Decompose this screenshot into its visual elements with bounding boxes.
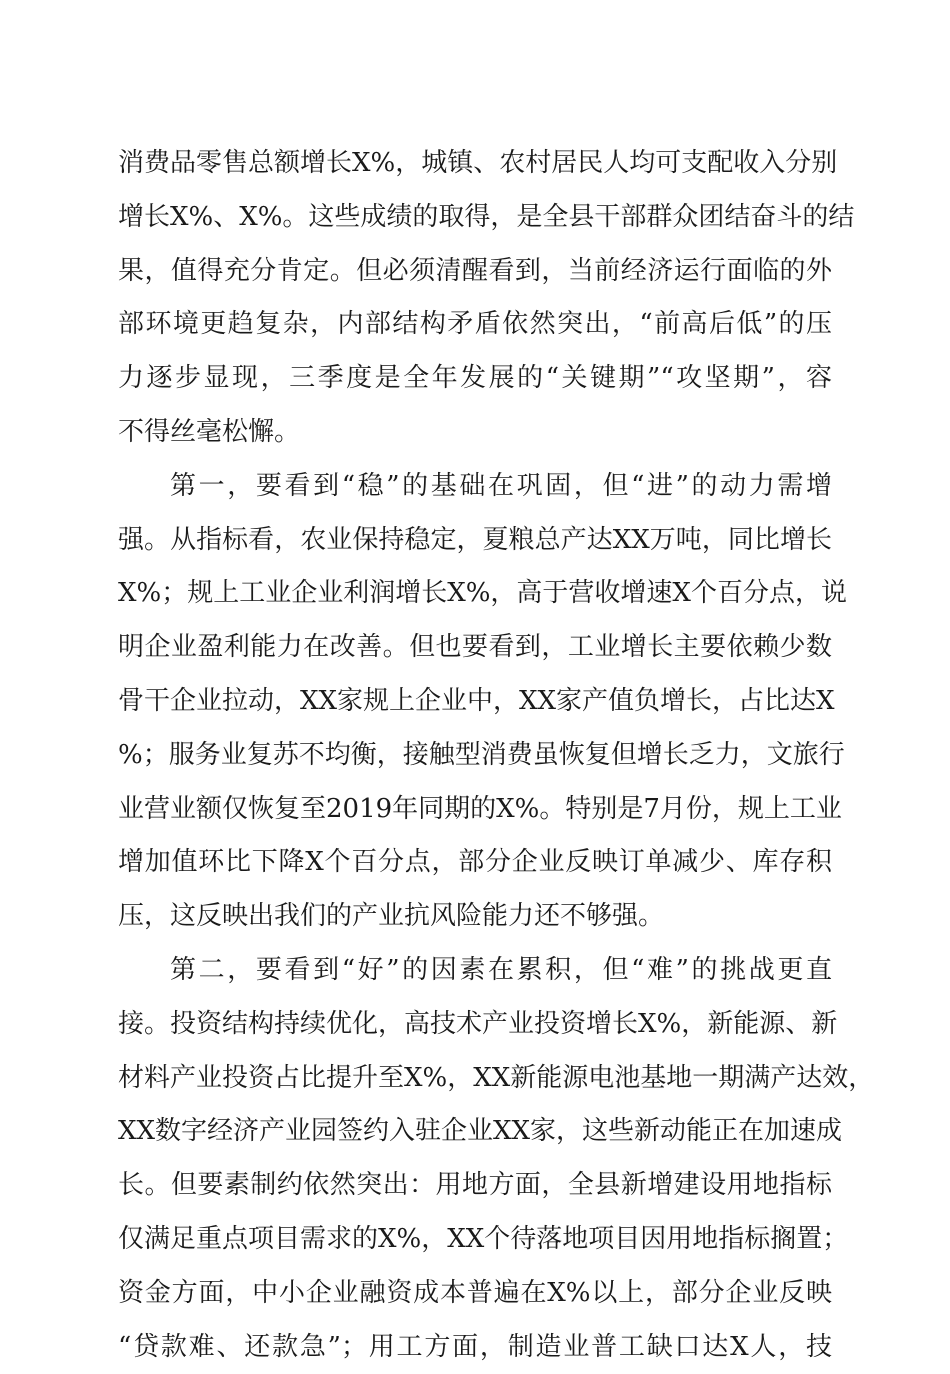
text-line: 资金方面，中小企业融资成本普遍在X%以上，部分企业反映 (118, 1277, 832, 1308)
text-line: 仅满足重点项目需求的X%，XX个待落地项目因用地指标搁置； (118, 1223, 849, 1254)
text-line: 增长X%、X%。这些成绩的取得，是全县干部群众团结奋斗的结 (118, 201, 855, 232)
paragraph-first-line: 第一，要看到“稳”的基础在巩固，但“进”的动力需增 (170, 470, 832, 501)
text-line: 骨干企业拉动，XX家规上企业中，XX家产值负增长，占比达X (118, 685, 835, 716)
text-line: 材料产业投资占比提升至X%，XX新能源电池基地一期满产达效， (118, 1062, 875, 1093)
text-line: 接。投资结构持续优化，高技术产业投资增长X%，新能源、新 (118, 1008, 838, 1039)
body-text (118, 137, 875, 1374)
text-line: 压，这反映出我们的产业抗风险能力还不够强。 (118, 901, 665, 932)
text-line: 力逐步显现，三季度是全年发展的“关键期”“攻坚期”，容 (118, 363, 832, 394)
text-line: 增加值环比下降X个百分点，部分企业反映订单减少、库存积 (118, 847, 832, 878)
text-line: “贷款难、还款急”；用工方面，制造业普工缺口达X人，技 (118, 1331, 832, 1362)
text-line: X%；规上工业企业利润增长X%，高于营收增速X个百分点，说 (118, 578, 847, 609)
text-line: 业营业额仅恢复至2019年同期的X%。特别是7月份，规上工业 (118, 793, 842, 824)
text-line: 强。从指标看，农业保持稳定，夏粮总产达XX万吨，同比增长 (118, 524, 832, 555)
text-line: %；服务业复苏不均衡，接触型消费虽恢复但增长乏力，文旅行 (118, 739, 845, 770)
paragraph-first-line: 第二，要看到“好”的因素在累积，但“难”的挑战更直 (170, 954, 832, 985)
text-line: 部环境更趋复杂，内部结构矛盾依然突出，“前高后低”的压 (118, 309, 832, 340)
text-line: 明企业盈利能力在改善。但也要看到，工业增长主要依赖少数 (118, 632, 832, 663)
text-line: 消费品零售总额增长X%，城镇、农村居民人均可支配收入分别 (118, 148, 838, 178)
text-line: 不得丝毫松懈。 (118, 416, 301, 447)
text-line: 果，值得充分肯定。但必须清醒看到，当前经济运行面临的外 (118, 255, 832, 286)
text-line: 长。但要素制约依然突出：用地方面，全县新增建设用地指标 (118, 1170, 832, 1201)
text-line: XX数字经济产业园签约入驻企业XX家，这些新动能正在加速成 (118, 1116, 843, 1147)
